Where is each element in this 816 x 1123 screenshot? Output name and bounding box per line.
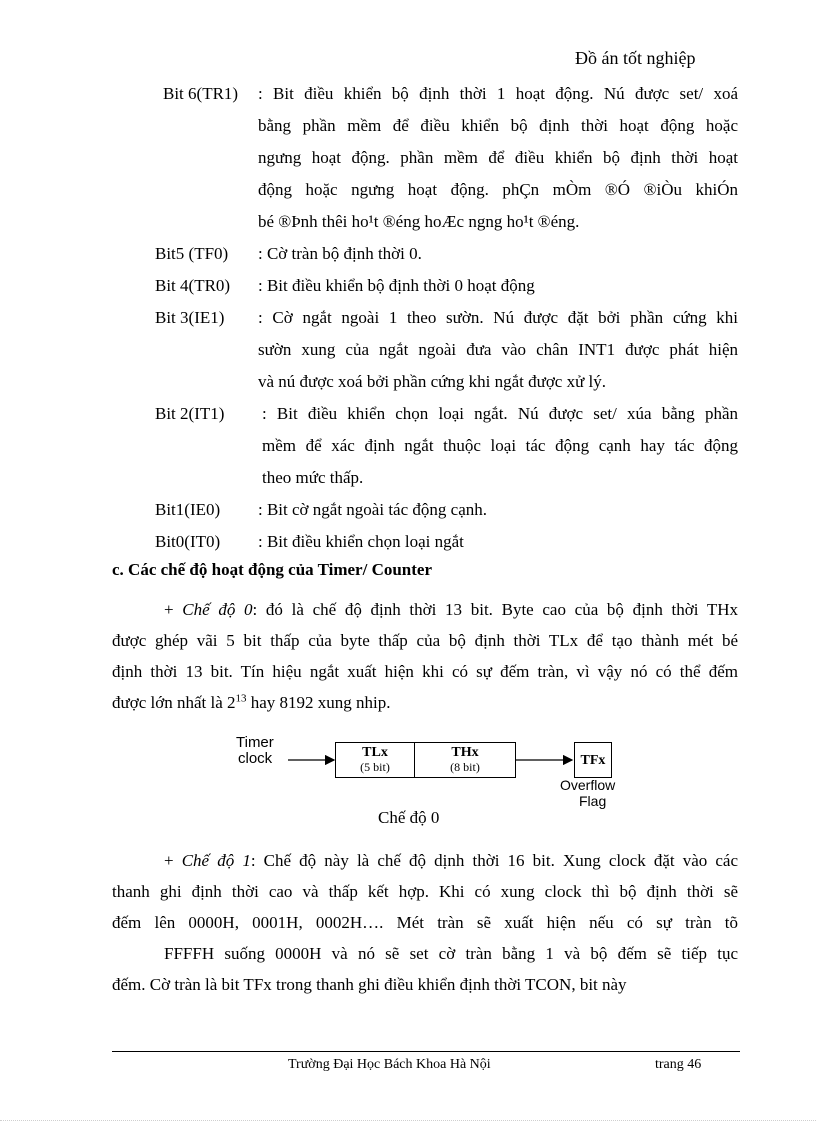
bit-description-line: ngưng hoạt động. phần mềm để điều khiển bộ định thời hoạt bbox=[258, 148, 738, 167]
bit-description bbox=[258, 526, 738, 558]
mode1-line5: đếm. Cờ tràn là bit TFx trong thanh ghi điều khiển định thời TCON, bit này bbox=[112, 975, 627, 994]
overflow-label: Overflow bbox=[560, 777, 616, 793]
bit-description-line: sườn xung của ngắt ngoài đưa vào chân INT1 được phát hiện bbox=[258, 340, 738, 359]
bit-description bbox=[258, 270, 738, 302]
timer-label: Timer bbox=[236, 734, 274, 751]
mode1-paragraph bbox=[112, 845, 738, 1000]
thx-bits: (8 bit) bbox=[450, 760, 480, 774]
mode0-paragraph bbox=[112, 594, 738, 718]
section-heading: c. Các chế độ hoạt động của Timer/ Counter bbox=[112, 560, 433, 579]
clock-label: clock bbox=[238, 750, 273, 767]
footer-divider bbox=[112, 1051, 740, 1052]
bit-description bbox=[258, 78, 738, 238]
mode1-title: Chế độ 1 bbox=[181, 851, 251, 870]
mode0-line4a: được lớn nhất là 2 bbox=[112, 693, 236, 712]
thx-name: THx bbox=[451, 745, 479, 760]
mode1-line2: thanh ghi định thời cao và thấp kết hợp. Khi có xung clock thì bộ định thời sẽ bbox=[112, 882, 738, 901]
bit-description-line: động hoặc ngưng hoạt động. phÇn mÒm ®Ó ®iÒu khiÓn bbox=[258, 180, 738, 199]
mode0-line3: định thời 13 bit. Tín hiệu ngắt xuất hiện khi có sự đếm tràn, vì vậy nó có thể đếm bbox=[112, 662, 738, 681]
bit-label: Bit 3(IE1) bbox=[155, 308, 225, 327]
mode0-exponent: 13 bbox=[235, 692, 247, 705]
bit-description-line: : Bit điều khiển chọn loại ngắt. Nú được set/ xúa bằng phần bbox=[262, 404, 738, 423]
mode1-line1: : Chế độ này là chế độ dịnh thời 16 bit. Xung clock đặt vào các bbox=[250, 851, 738, 870]
bit-description-line: : Bit điều khiển bộ định thời 1 hoạt động. Nú được set/ xoá bbox=[258, 84, 738, 103]
bit-description bbox=[258, 494, 738, 526]
bit-description-line: theo mức thấp. bbox=[262, 468, 364, 487]
bit-label: Bit 6(TR1) bbox=[163, 84, 239, 103]
bit-description bbox=[258, 238, 738, 270]
bit-description-line: và nú được xoá bởi phần cứng khi ngắt được xử lý. bbox=[258, 372, 607, 391]
tlx-name: TLx bbox=[362, 745, 388, 760]
mode0-line4b: hay 8192 xung nhip. bbox=[246, 693, 391, 712]
mode1-line3: đếm lên 0000H, 0001H, 0002H…. Mét tràn sẽ xuất hiện nếu có sự tràn tõ bbox=[112, 913, 738, 932]
bit-description-line: bé ®Þnh thêi ho¹t ®éng hoÆc ngng ho¹t ®éng. bbox=[258, 212, 580, 231]
page-bottom-edge bbox=[0, 1120, 816, 1121]
bit-description-line: : Bit cờ ngắt ngoài tác động cạnh. bbox=[258, 500, 487, 519]
bit-description-line: : Bit điều khiển bộ định thời 0 hoạt động bbox=[258, 276, 535, 295]
footer-school: Trường Đại Học Bách Khoa Hà Nội bbox=[288, 1057, 491, 1072]
mode0-title: Chế độ 0 bbox=[182, 600, 253, 619]
thx-register bbox=[414, 742, 516, 778]
mode0-prefix: + bbox=[164, 600, 183, 619]
mode1-prefix: + bbox=[164, 851, 182, 870]
bit-description-line: : Bit điều khiển chọn loại ngắt bbox=[258, 532, 464, 551]
tlx-bits: (5 bit) bbox=[360, 760, 390, 774]
bit-label: Bit 2(IT1) bbox=[155, 404, 225, 423]
bit-description-line: bằng phần mềm để điều khiển bộ định thời hoạt động hoặc bbox=[258, 116, 738, 135]
mode0-line1: : đó là chế độ định thời 13 bit. Byte cao của bộ định thời THx bbox=[252, 600, 738, 619]
bit-description-line: : Cờ tràn bộ định thời 0. bbox=[258, 244, 422, 263]
bit-description bbox=[258, 302, 738, 398]
bit-description bbox=[262, 398, 738, 494]
bit-label: Bit 4(TR0) bbox=[155, 276, 231, 295]
bit-label: Bit0(IT0) bbox=[155, 532, 221, 551]
mode1-line4: FFFFH suống 0000H và nó sẽ set cờ tràn bằng 1 và bộ đếm sẽ tiếp tục bbox=[164, 944, 738, 963]
page-header-title: Đồ án tốt nghiệp bbox=[575, 48, 696, 68]
bit-description-line: mềm để xác định ngắt thuộc loại tác động cạnh hay tác động bbox=[262, 436, 738, 455]
bit-description-line: : Cờ ngắt ngoài 1 theo sườn. Nú được đặt bởi phần cứng khi bbox=[258, 308, 738, 327]
tfx-name: TFx bbox=[580, 753, 606, 768]
tfx-flag bbox=[574, 742, 612, 778]
flag-label: Flag bbox=[579, 793, 607, 809]
bit-label: Bit5 (TF0) bbox=[155, 244, 229, 263]
bit-label: Bit1(IE0) bbox=[155, 500, 221, 519]
mode0-diagram bbox=[230, 732, 650, 824]
mode0-line2: được ghép vãi 5 bit thấp của byte thấp của bộ định thời TLx để tạo thành mét bé bbox=[112, 631, 738, 650]
footer-page-number: trang 46 bbox=[655, 1057, 702, 1072]
tlx-register bbox=[335, 742, 415, 778]
diagram-caption: Chế độ 0 bbox=[378, 808, 440, 827]
